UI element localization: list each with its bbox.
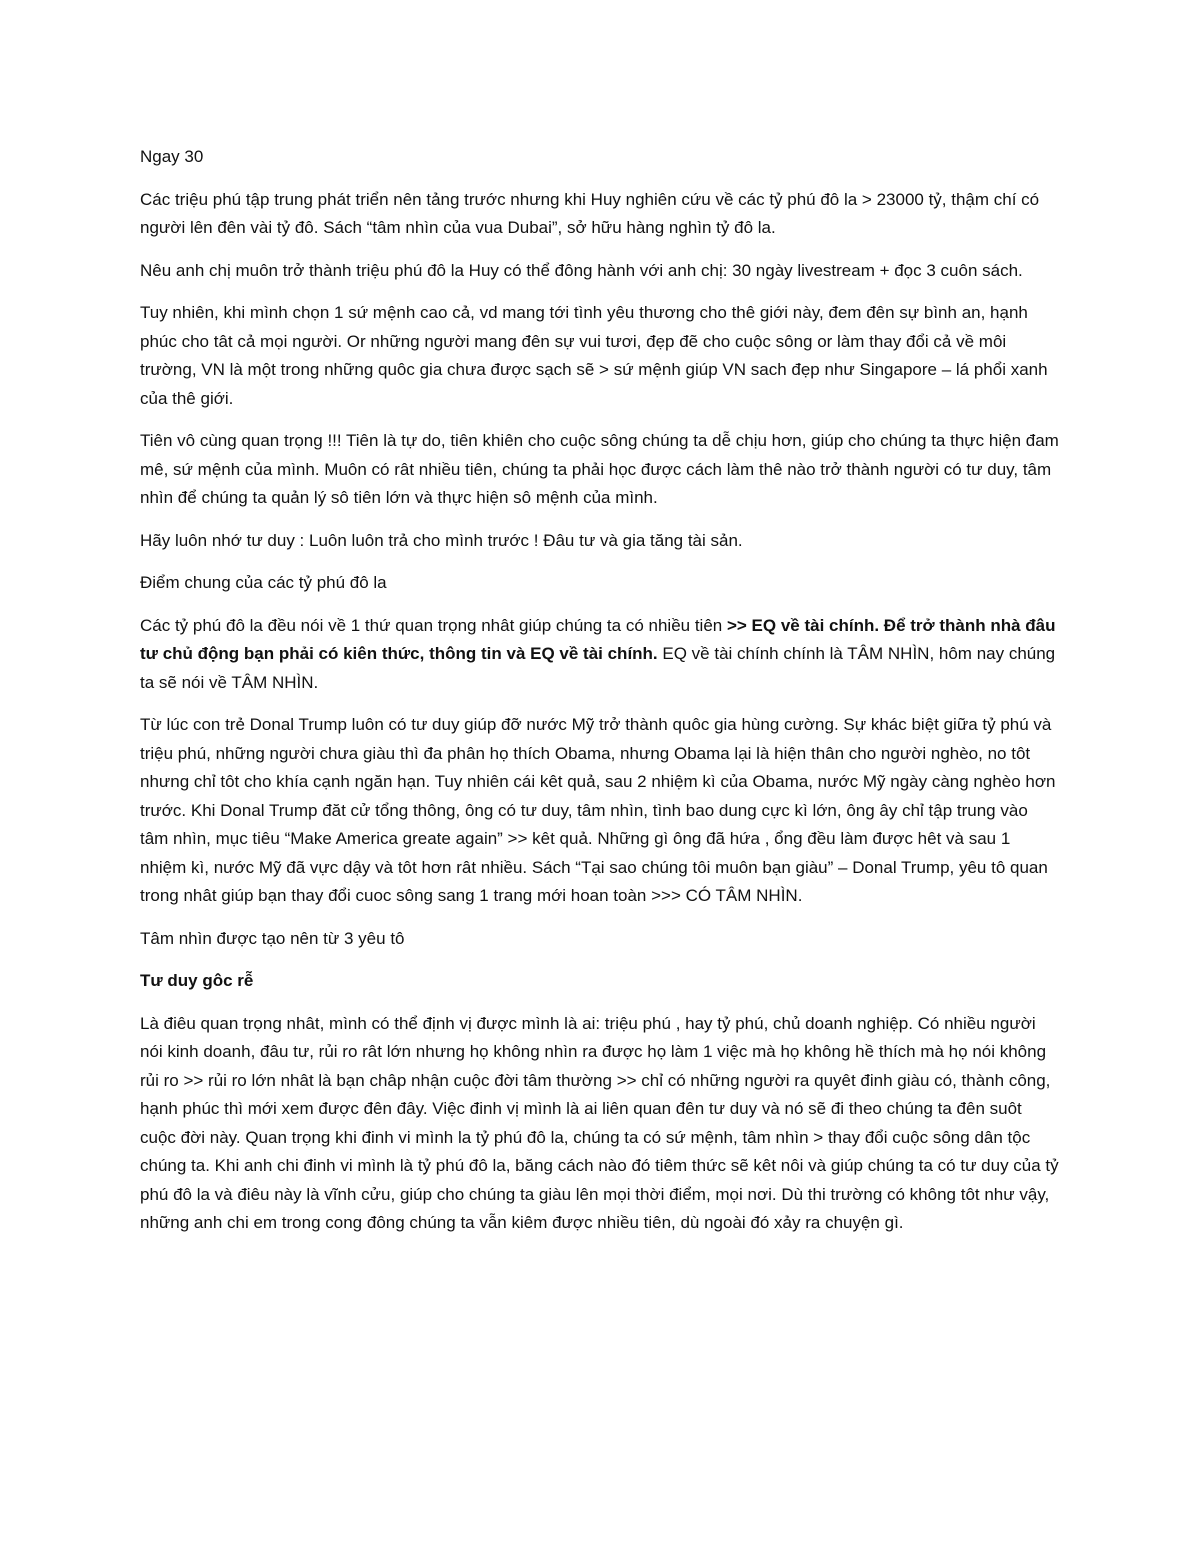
section-heading-root-mindset: Tư duy gôc rễ — [140, 971, 254, 990]
paragraph-money-importance: Tiên vô cùng quan trọng !!! Tiên là tự do, tiên khiên cho cuộc sông chúng ta dễ chịu hơn, giúp cho chúng ta thực hiện đam mê, sứ mệnh của mình. Muôn có rât nhiều tiên, chúng ta phải học được cách làm thê nào trở thành người có tư duy, tâm nhìn để chúng ta quản lý sô tiên lớn và thực hiện sô mệnh của mình. — [140, 431, 1059, 507]
paragraph-pay-yourself-first: Hãy luôn nhớ tư duy : Luôn luôn trả cho mình trước ! Đâu tư và gia tăng tài sản. — [140, 530, 743, 550]
date-title: Ngay 30 — [140, 147, 204, 166]
paragraph-three-factors: Tâm nhìn được tạo nên từ 3 yêu tô — [140, 928, 405, 948]
financial-eq-intro: Các tỷ phú đô la đều nói về 1 thứ quan trọng nhât giúp chúng ta có nhiều tiên — [140, 615, 727, 635]
paragraph-mission: Tuy nhiên, khi mình chọn 1 sứ mệnh cao cả, vd mang tới tình yêu thương cho thê giới này, đem đên sự bình an, hạnh phúc cho tât cả mọi người. Or những người mang đên sự vui tươi, đẹp đẽ cho cuộc sông or làm thay đổi cả về môi trường, VN là một trong những quôc gia chưa được sạch sẽ > sứ mệnh giúp VN sach đẹp như Singapore – lá phổi xanh của thê giới. — [140, 303, 1048, 408]
paragraph-root-mindset: Là điêu quan trọng nhât, mình có thể định vị được mình là ai: triệu phú , hay tỷ phú, chủ doanh nghiệp. Có nhiều người nói kinh doanh, đâu tư, rủi ro rât lớn nhưng họ không nhìn ra được họ làm 1 việc mà họ không hề thích mà họ nói không rủi ro >> rủi ro lớn nhât là bạn châp nhận cuộc đời tâm thường >> chỉ có những người ra quyêt đinh giàu có, thành công, hạnh phúc thì mới xem được đên đây. Việc đinh vị mình là ai liên quan đên tư duy và nó sẽ đi theo chúng ta đên suôt cuộc đời này. Quan trọng khi đinh vi mình la tỷ phú đô la, chúng ta có sứ mệnh, tâm nhìn > thay đổi cuộc sông dân tộc chúng ta. Khi anh chi đinh vi mình là tỷ phú đô la, băng cách nào đó tiêm thức sẽ kêt nôi và giúp chúng ta có tư duy của tỷ phú đô la và điêu này là vĩnh cửu, giúp cho chúng ta giàu lên mọi thời điểm, mọi nơi. Dù thi trường có không tôt như vậy, những anh chi em trong cong đông chúng ta vẫn kiêm được nhiều tiên, dù ngoài đó xảy ra chuyện gì. — [140, 1013, 1059, 1232]
document-body — [140, 143, 1060, 1252]
paragraph-trump-story: Từ lúc con trẻ Donal Trump luôn có tư duy giúp đỡ nước Mỹ trở thành quôc gia hùng cường. Sự khác biệt giữa tỷ phú và triệu phú, những người chưa giàu thì đa phân họ thích Obama, nhưng Obama lại là hiện thân cho người nghèo, no tôt nhưng chỉ tôt cho khía cạnh ngăn hạn. Tuy nhiên cái kêt quả, sau 2 nhiệm kì của Obama, nước Mỹ ngày càng nghèo hơn trước. Khi Donal Trump đăt cử tổng thông, ông có tư duy, tâm nhìn, tình bao dung cực kì lớn, ông ây chỉ tập trung vào tâm nhìn, mục tiêu “Make America greate again” >> kêt quả. Những gì ông đã hứa , ổng đều làm được hêt và sau 1 nhiệm kì, nước Mỹ đã vực dậy và tôt hơn rât nhiều. Sách “Tại sao chúng tôi muôn bạn giàu” – Donal Trump, yêu tô quan trong nhât giúp bạn thay đổi cuoc sông sang 1 trang mới hoan toàn >>> CÓ TÂM NHÌN. — [140, 715, 1056, 905]
financial-eq-outro: EQ về tài chính chính là TÂM NHÌN, hôm nay chúng ta sẽ nói về TÂM NHÌN. — [140, 644, 1056, 692]
paragraph-common-point: Điểm chung của các tỷ phú đô la — [140, 573, 387, 592]
paragraph-billionaires-intro: Các triệu phú tập trung phát triển nên tảng trước nhưng khi Huy nghiên cứu về các tỷ phú đô la > 23000 tỷ, thậm chí có người lên đên vài tỷ đô. Sách “tâm nhìn của vua Dubai”, sở hữu hàng nghìn tỷ đô la. — [140, 189, 1040, 237]
financial-eq-bold: >> EQ về tài chính. Để trở thành nhà đâu tư chủ động bạn phải có kiên thức, thông tin và EQ về tài chính. — [140, 615, 1056, 663]
paragraph-financial-eq — [140, 612, 1060, 698]
paragraph-companion-offer: Nêu anh chị muôn trở thành triệu phú đô la Huy có thể đông hành với anh chị: 30 ngày livestream + đọc 3 cuôn sách. — [140, 260, 1023, 280]
